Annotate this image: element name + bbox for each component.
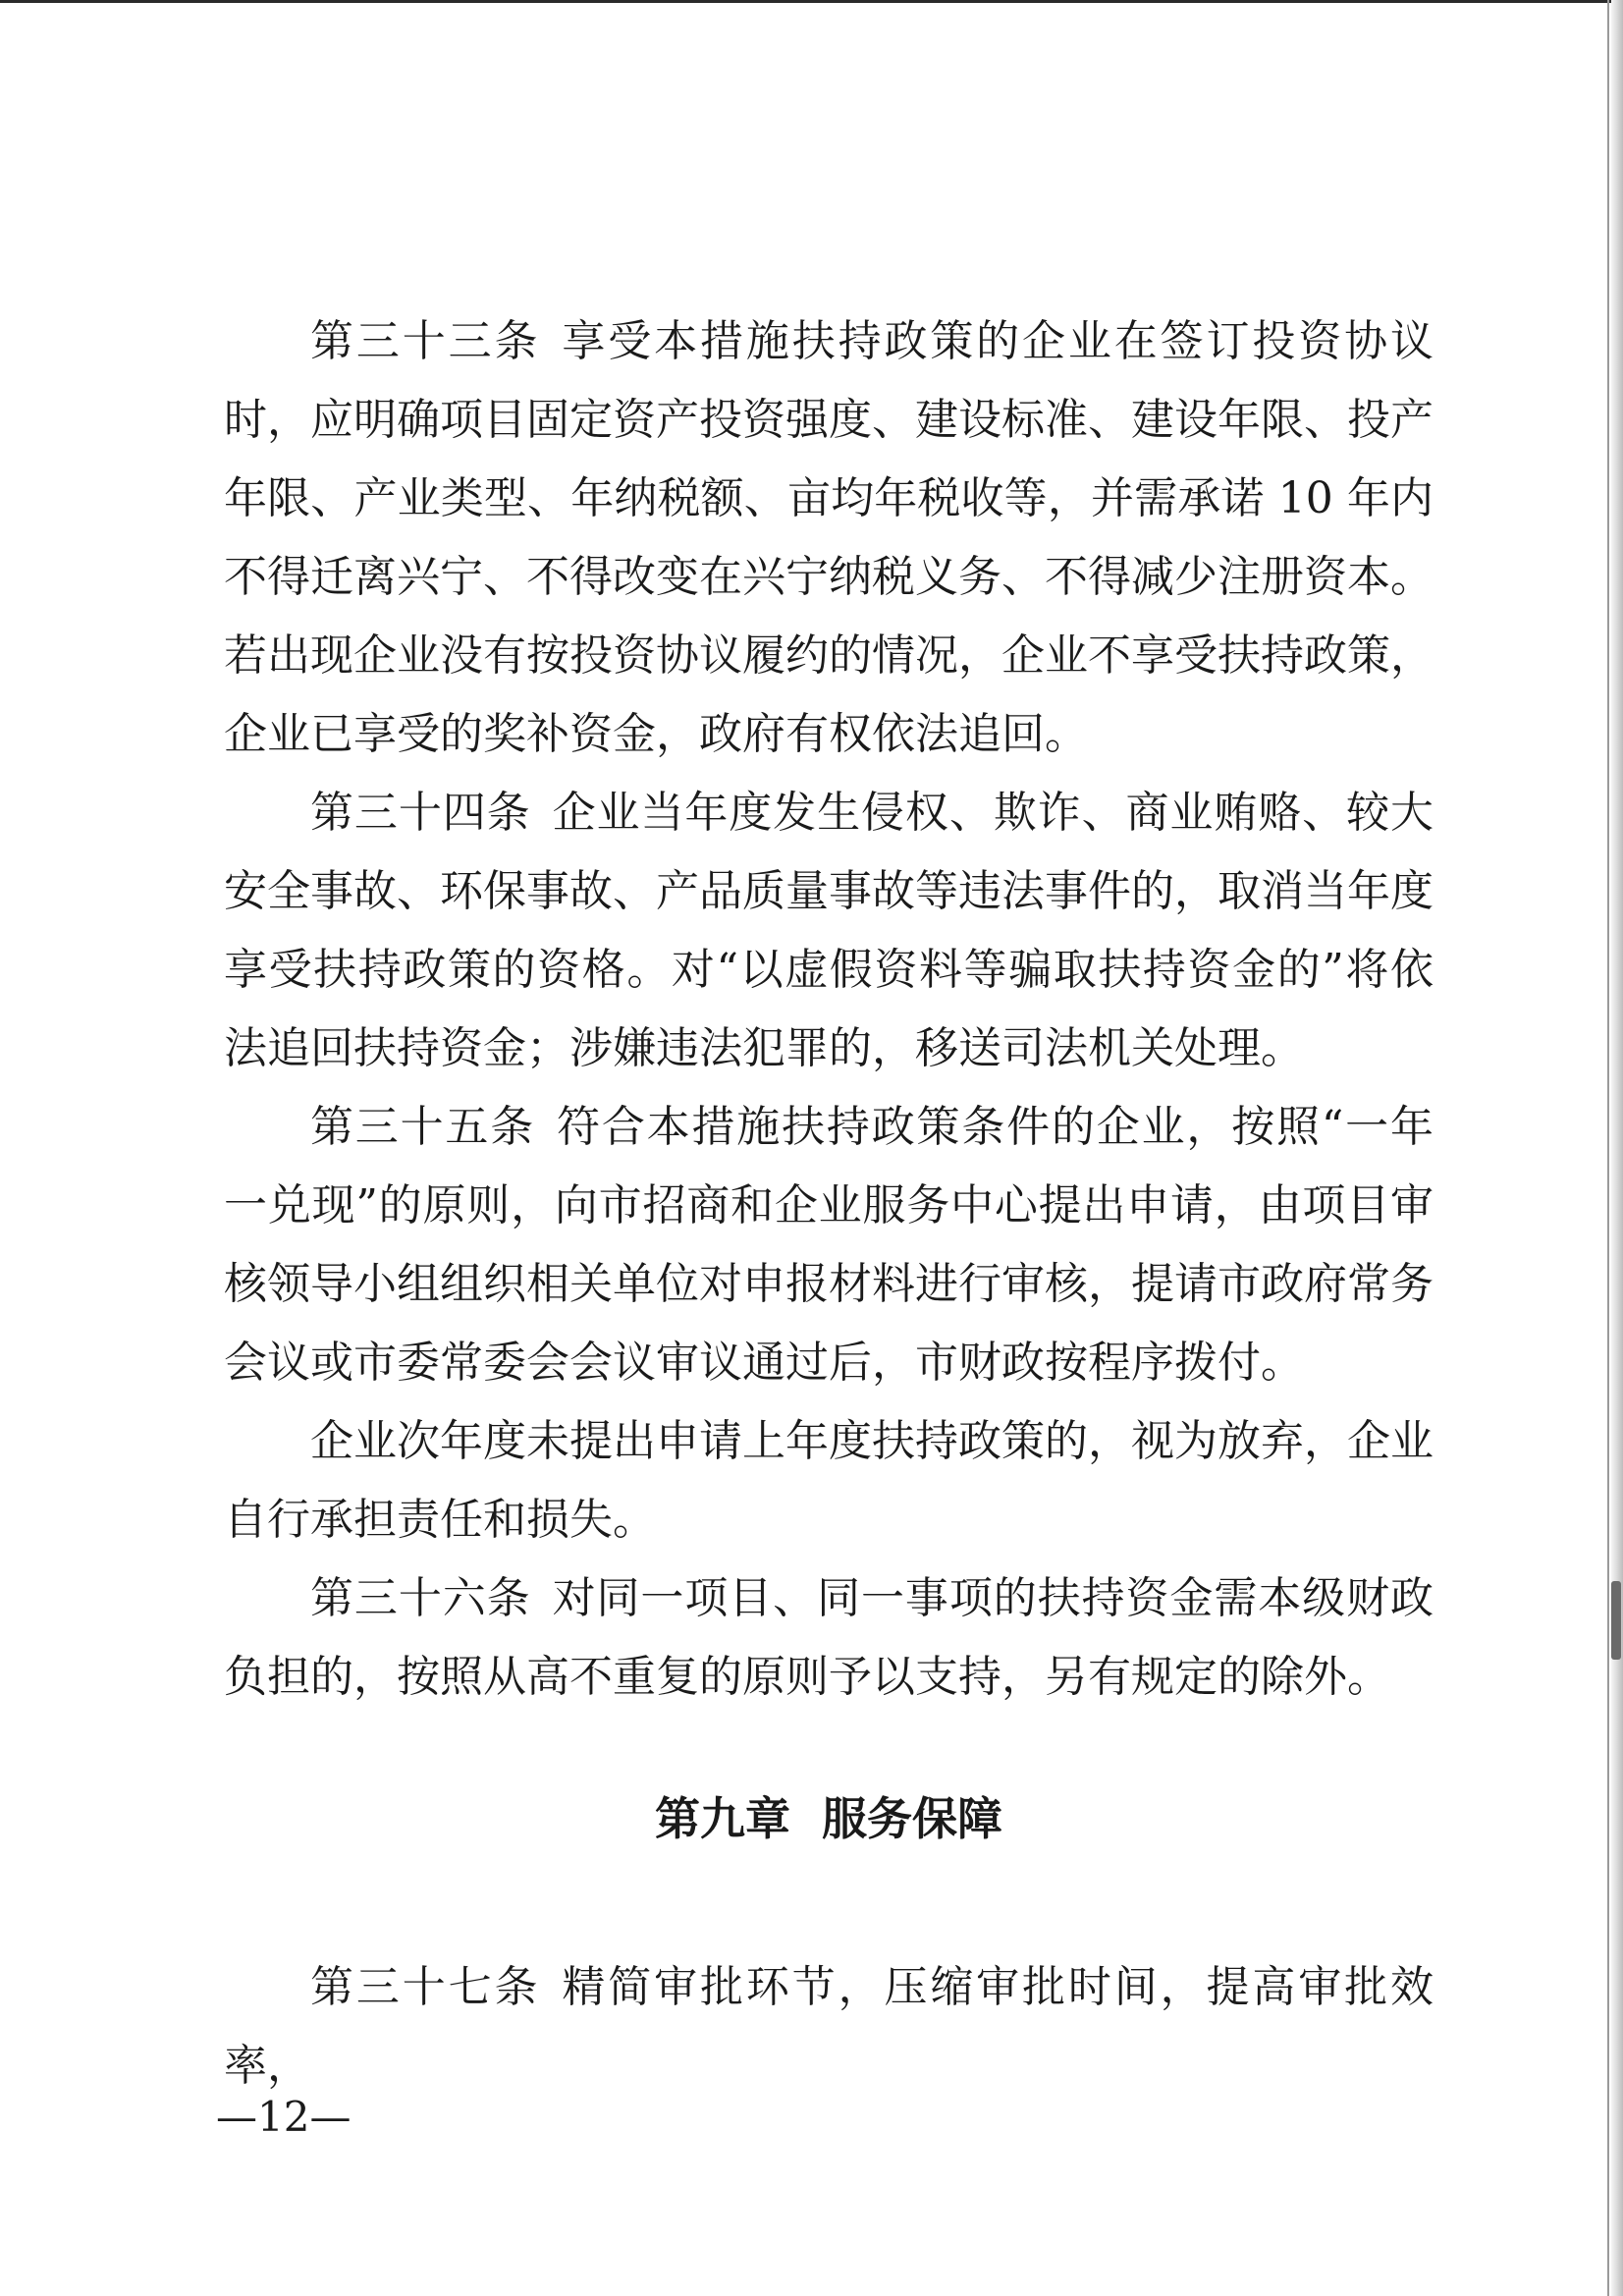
paragraph-text: 企业次年度未提出申请上年度扶持政策的，视为放弃，企业自行承担责任和损失。 bbox=[224, 1416, 1434, 1545]
scan-edge-right bbox=[1611, 0, 1623, 2296]
article-text: 对同一项目、同一事项的扶持资金需本级财政负担的，按照从高不重复的原则予以支持，另有规定的除外。 bbox=[224, 1573, 1434, 1702]
document-body-continued bbox=[224, 1948, 1434, 2105]
article-text: 符合本措施扶持政策条件的企业，按照“一年一兑现”的原则，向市招商和企业服务中心提出申请，由项目审核领导小组组织相关单位对申报材料进行审核，提请市政府常务会议或市委常委会会议审议通过后，市财政按程序拨付。 bbox=[224, 1102, 1434, 1388]
article-37 bbox=[224, 1948, 1434, 2105]
chapter-heading: 第九章 服务保障 bbox=[654, 1792, 1003, 1845]
article-number: 第三十六条 bbox=[310, 1573, 531, 1623]
article-35-continuation bbox=[224, 1402, 1434, 1559]
article-34 bbox=[224, 774, 1434, 1088]
page-number: —12— bbox=[216, 2093, 352, 2141]
scan-edge-mark bbox=[1611, 1581, 1621, 1660]
article-36 bbox=[224, 1559, 1434, 1717]
article-text: 企业当年度发生侵权、欺诈、商业贿赂、较大安全事故、环保事故、产品质量事故等违法事件的，取消当年度享受扶持政策的资格。对“以虚假资料等骗取扶持资金的”将依法追回扶持资金；涉嫌违法犯罪的，移送司法机关处理。 bbox=[224, 788, 1434, 1073]
article-number: 第三十三条 bbox=[310, 316, 541, 366]
article-35 bbox=[224, 1088, 1434, 1402]
scan-edge-top bbox=[0, 0, 1623, 3]
document-body bbox=[224, 302, 1434, 1717]
article-number: 第三十七条 bbox=[310, 1962, 541, 2012]
article-number: 第三十五条 bbox=[310, 1102, 536, 1152]
article-number: 第三十四条 bbox=[310, 788, 531, 838]
article-33 bbox=[224, 302, 1434, 774]
article-text: 享受本措施扶持政策的企业在签订投资协议时，应明确项目固定资产投资强度、建设标准、建设年限、投产年限、产业类型、年纳税额、亩均年税收等，并需承诺 10 年内不得迁离兴宁、不得改变在兴宁纳税义务、不得减少注册资本。若出现企业没有按投资协议履约的情况，企业不享受扶持政策，企业已享受的奖补资金，政府有权依法追回。 bbox=[224, 316, 1434, 759]
article-text: 精简审批环节，压缩审批时间，提高审批效率， bbox=[224, 1962, 1434, 2091]
scan-edge-line bbox=[1607, 0, 1609, 2296]
